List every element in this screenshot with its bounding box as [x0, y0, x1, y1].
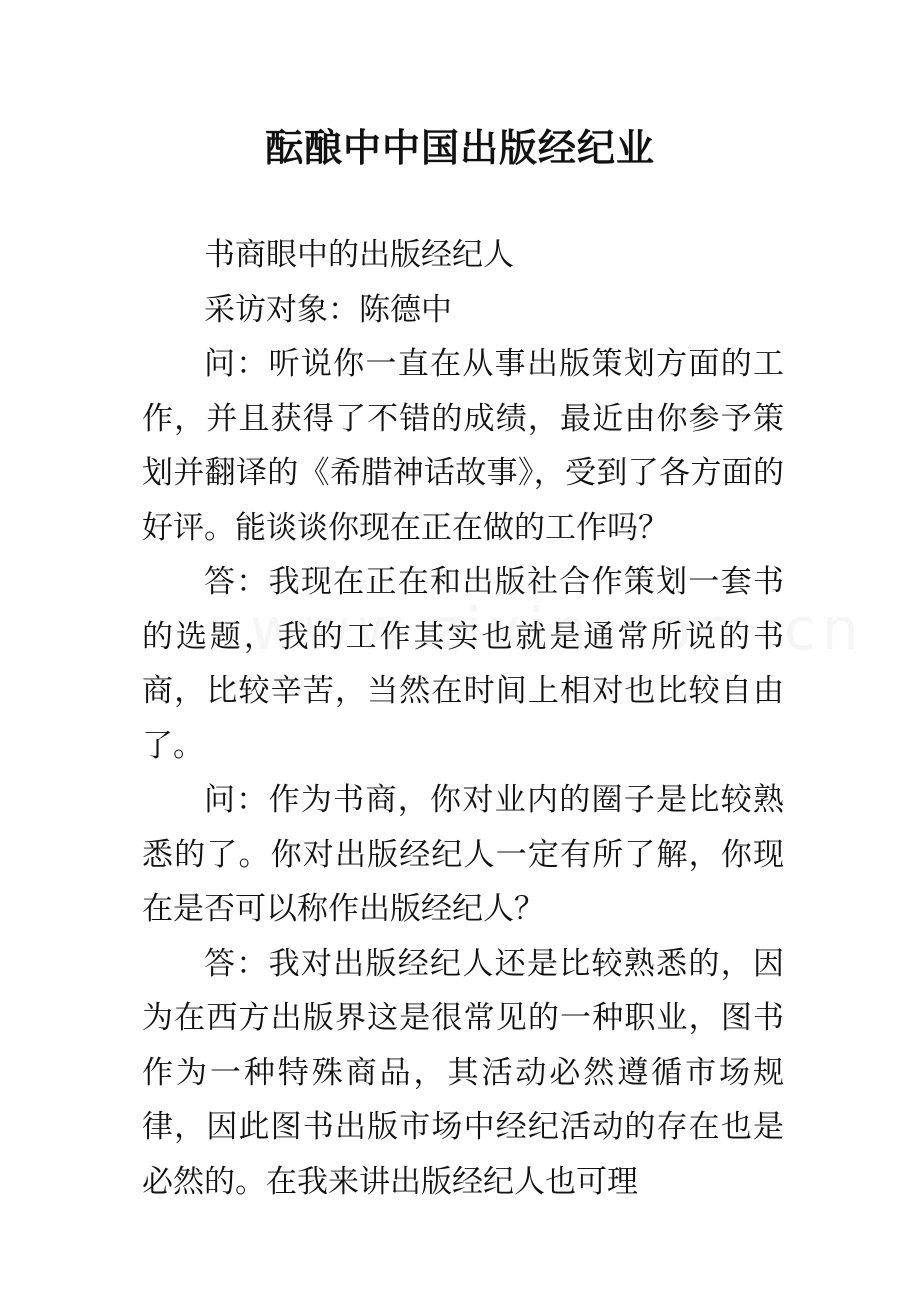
- question-paragraph: 问：作为书商，你对业内的圈子是比较熟悉的了。你对出版经纪人一定有所了解，你现在是否可以称作出版经纪人？: [142, 782, 784, 927]
- document-body: [142, 228, 784, 1209]
- answer-paragraph: 答：我对出版经纪人还是比较熟悉的，因为在西方出版界这是很常见的一种职业，图书作为一种特殊商品，其活动必然遵循市场规律，因此图书出版市场中经纪活动的存在也是必然的。在我来讲出版经纪人也可理: [142, 945, 784, 1200]
- document-title: 酝酿中中国出版经纪业: [264, 126, 655, 170]
- answer-paragraph: 答：我现在正在和出版社合作策划一套书的选题，我的工作其实也就是通常所说的书商，比较辛苦，当然在时间上相对也比较自由了。: [142, 564, 784, 764]
- section-heading: 书商眼中的出版经纪人: [204, 237, 514, 273]
- interviewee-line: 采访对象：陈德中: [204, 291, 452, 328]
- question-paragraph: 问：听说你一直在从事出版策划方面的工作，并且获得了不错的成绩，最近由你参予策划并翻译的《希腊神话故事》，受到了各方面的好评。能谈谈你现在正在做的工作吗？: [142, 346, 784, 546]
